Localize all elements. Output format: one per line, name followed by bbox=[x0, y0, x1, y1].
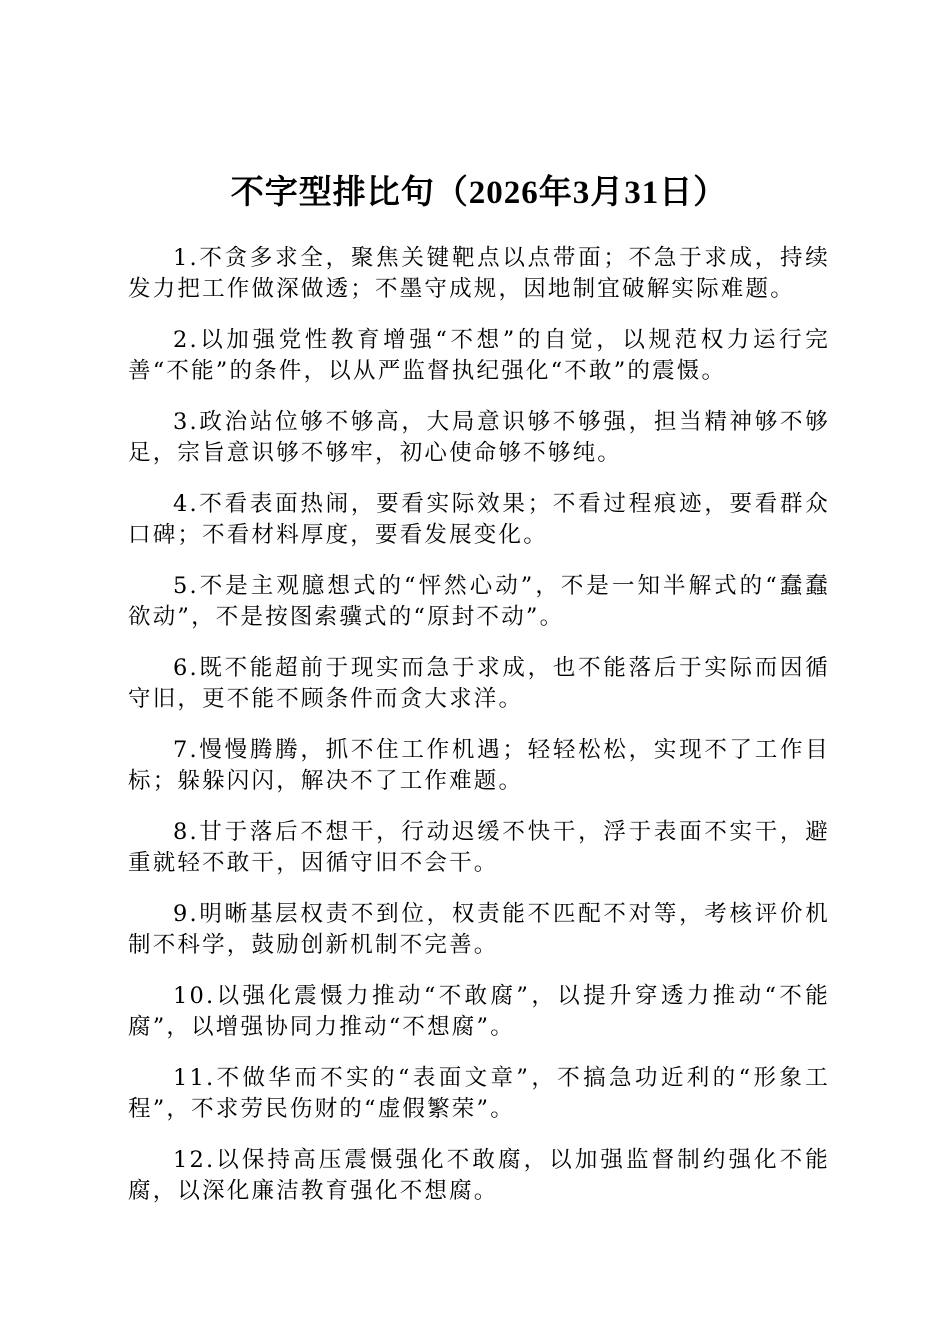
list-item: 4.不看表面热闹，要看实际效果；不看过程痕迹，要看群众口碑；不看材料厚度，要看发展变化。 bbox=[128, 491, 830, 548]
list-item: 1.不贪多求全，聚焦关键靶点以点带面；不急于求成，持续发力把工作做深做透；不墨守成规，因地制宜破解实际难题。 bbox=[128, 245, 830, 302]
title-month-unit: 月 bbox=[590, 172, 625, 211]
list-item: 8.甘于落后不想干，行动迟缓不快干，浮于表面不实干，避重就轻不敢干，因循守旧不会干。 bbox=[128, 819, 830, 876]
list-item: 12.以保持高压震慑强化不敢腐，以加强监督制约强化不能腐，以深化廉洁教育强化不想腐。 bbox=[128, 1147, 830, 1204]
list-item: 2.以加强党性教育增强“不想”的自觉，以规范权力运行完善“不能”的条件，以从严监督执纪强化“不敢”的震慑。 bbox=[128, 327, 830, 384]
list-item: 9.明晰基层权责不到位，权责能不匹配不对等，考核评价机制不科学，鼓励创新机制不完善。 bbox=[128, 901, 830, 958]
title-year: 2026 bbox=[468, 175, 539, 211]
title-day-unit: 日） bbox=[659, 172, 728, 211]
list-item: 10.以强化震慑力推动“不敢腐”，以提升穿透力推动“不能腐”，以增强协同力推动“不想腐”。 bbox=[128, 983, 830, 1040]
item-list bbox=[128, 243, 830, 1207]
list-item: 7.慢慢腾腾，抓不住工作机遇；轻轻松松，实现不了工作目标；躲躲闪闪，解决不了工作难题。 bbox=[128, 737, 830, 794]
title-prefix: 不字型排比句（ bbox=[230, 172, 469, 211]
document-title bbox=[128, 168, 830, 217]
list-item: 6.既不能超前于现实而急于求成，也不能落后于实际而因循守旧，更不能不顾条件而贪大求洋。 bbox=[128, 655, 830, 712]
list-item: 11.不做华而不实的“表面文章”，不搞急功近利的“形象工程”，不求劳民伤财的“虚假繁荣”。 bbox=[128, 1065, 830, 1122]
title-year-unit: 年 bbox=[538, 172, 573, 211]
list-item: 5.不是主观臆想式的“怦然心动”，不是一知半解式的“蠢蠢欲动”，不是按图索骥式的“原封不动”。 bbox=[128, 573, 830, 630]
title-month: 3 bbox=[572, 175, 591, 211]
list-item: 3.政治站位够不够高，大局意识够不够强，担当精神够不够足，宗旨意识够不够牢，初心使命够不够纯。 bbox=[128, 409, 830, 466]
title-day: 31 bbox=[624, 175, 660, 211]
